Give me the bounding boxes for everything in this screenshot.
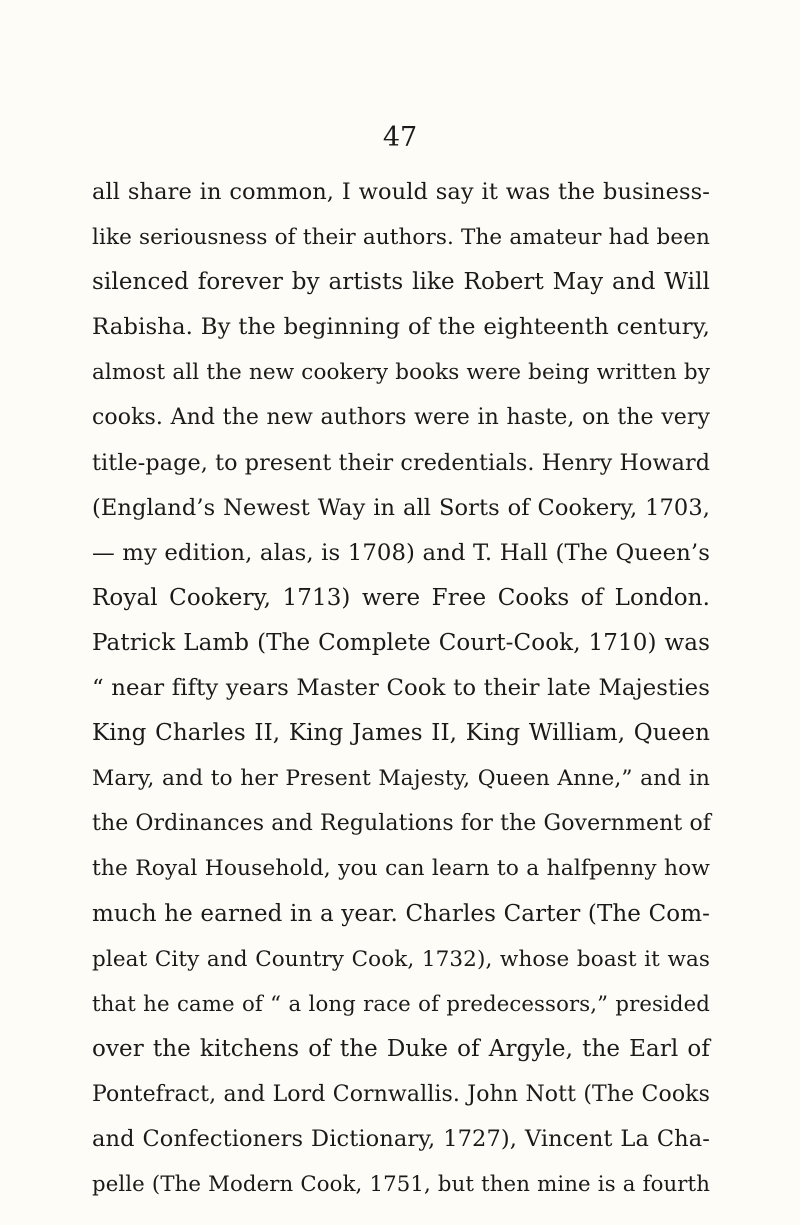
text-line: the Ordinances and Regulations for the Government of [92,811,712,837]
text-line: much he earned in a year. Charles Carter (The Com- [92,900,710,927]
text-line: silenced forever by artists like Robert May and Will [92,269,710,296]
text-line: that he came of “ a long race of predecessors,” presided [92,991,710,1017]
text-line: almost all the new cookery books were being written by [92,360,710,386]
text-line: cooks. And the new authors were in haste, on the very [92,405,710,431]
text-line: King Charles II, King James II, King William, Queen [92,720,710,747]
text-line: — my edition, alas, is 1708) and T. Hall (The Queen’s [92,539,710,566]
text-line: all share in common, I would say it was the business- [92,179,710,205]
text-line: over the kitchens of the Duke of Argyle, the Earl of [92,1035,710,1062]
body-text [92,170,710,1207]
text-line: Patrick Lamb (The Complete Court-Cook, 1710) was [92,629,710,656]
text-line: like seriousness of their authors. The amateur had been [92,225,710,251]
text-line: Pontefract, and Lord Cornwallis. John Nott (The Cooks [92,1081,710,1107]
text-line: “ near fifty years Master Cook to their late Majesties [92,675,710,702]
text-line: Mary, and to her Present Majesty, Queen Anne,” and in [92,766,710,792]
text-line: and Confectioners Dictionary, 1727), Vincent La Cha- [92,1125,710,1152]
text-line: the Royal Household, you can learn to a halfpenny how [92,856,710,882]
page-number: 47 [382,122,418,153]
text-line: pleat City and Country Cook, 1732), whose boast it was [92,946,710,972]
text-line: title-page, to present their credentials. Henry Howard [92,449,711,476]
text-line: Rabisha. By the beginning of the eighteenth century, [92,314,710,341]
text-line: Royal Cookery, 1713) were Free Cooks of London. [92,584,710,611]
text-line: (England’s Newest Way in all Sorts of Cookery, 1703, [92,494,710,521]
text-line: pelle (The Modern Cook, 1751, but then mine is a fourth [92,1172,710,1198]
